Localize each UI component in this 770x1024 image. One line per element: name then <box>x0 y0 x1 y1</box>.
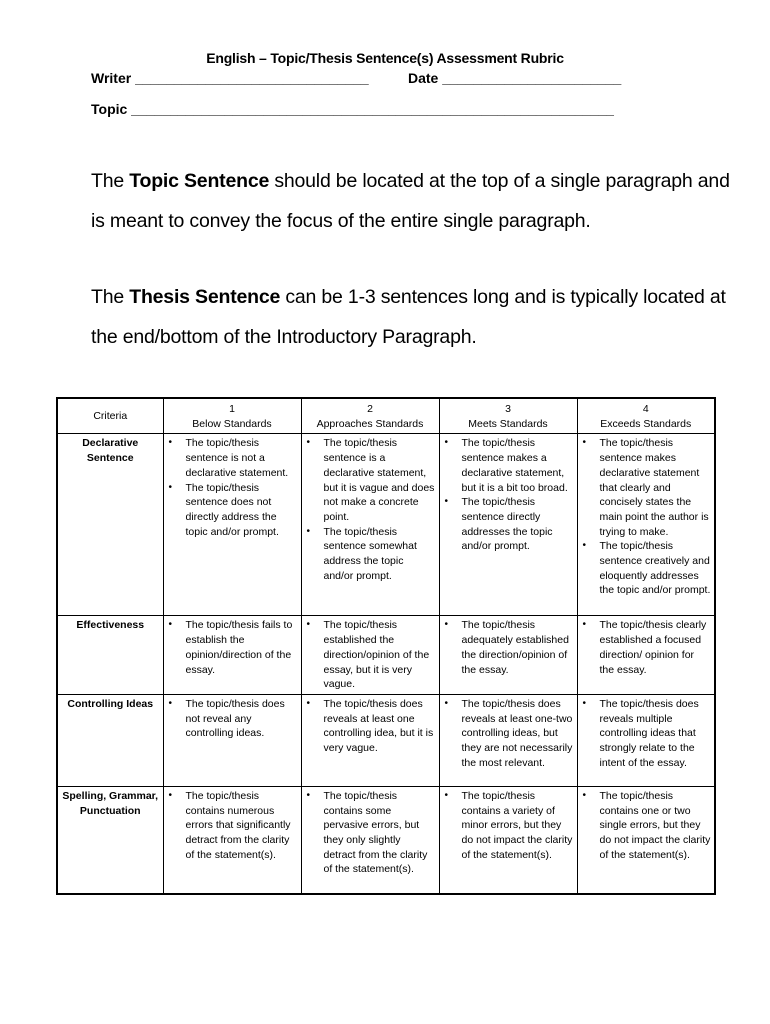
descriptor-item: • The topic/thesis does reveals at least one-two controlling ideas, but they are not necessarily the most relevant. <box>462 697 574 771</box>
descriptor-cell <box>439 434 577 616</box>
criteria-header: Criteria <box>57 398 163 434</box>
rubric-row-declarative <box>57 434 715 616</box>
descriptor-cell <box>301 786 439 894</box>
descriptor-item: • The topic/thesis does reveals at least one controlling idea, but it is very vague. <box>324 697 436 756</box>
date-field[interactable]: Date _______________________ <box>408 70 622 86</box>
descriptor-item: • The topic/thesis sentence is not a declarative statement. <box>186 436 298 480</box>
descriptor-cell <box>439 616 577 695</box>
descriptor-item: • The topic/thesis sentence somewhat address the topic and/or prompt. <box>324 525 436 584</box>
descriptor-item: • The topic/thesis does reveals multiple controlling ideas that strongly relate to the intent of the essay. <box>600 697 712 771</box>
descriptor-item: • The topic/thesis does not reveal any controlling ideas. <box>186 697 298 741</box>
assessment-rubric-table <box>56 397 716 895</box>
writer-field[interactable]: Writer ______________________________ <box>91 70 369 86</box>
criterion-cell: Controlling Ideas <box>57 694 163 786</box>
descriptor-item: • The topic/thesis sentence does not directly address the topic and/or prompt. <box>186 481 298 540</box>
descriptor-item: • The topic/thesis contains numerous errors that significantly detract from the clarity of the statement(s). <box>186 789 298 863</box>
descriptor-cell <box>301 616 439 695</box>
descriptor-item: • The topic/thesis adequately established the direction/opinion of the essay. <box>462 618 574 677</box>
descriptor-cell <box>439 694 577 786</box>
descriptor-cell <box>301 694 439 786</box>
descriptor-cell <box>301 434 439 616</box>
rubric-row-controlling-ideas <box>57 694 715 786</box>
descriptor-item: • The topic/thesis sentence makes declarative statement that clearly and concisely states the main point the author is trying to make. <box>600 436 712 539</box>
descriptor-item: • The topic/thesis sentence is a declarative statement, but it is vague and does not make a concrete point. <box>324 436 436 524</box>
topic-sentence-paragraph: The Topic Sentence should be located at the top of a single paragraph and is meant to convey the focus of the entire single paragraph. <box>91 170 730 232</box>
level-header-1: 1 Below Standards <box>163 398 301 434</box>
topic-sentence-term: Topic Sentence <box>129 170 270 192</box>
descriptor-item: • The topic/thesis contains some pervasive errors, but they only slightly detract from the clarity of the statement(s). <box>324 789 436 877</box>
descriptor-cell <box>577 786 715 894</box>
descriptor-item: • The topic/thesis fails to establish the opinion/direction of the essay. <box>186 618 298 677</box>
descriptor-item: • The topic/thesis sentence makes a declarative statement, but it is a bit too broad. <box>462 436 574 495</box>
descriptor-item: • The topic/thesis sentence creatively and eloquently addresses the topic and/or prompt. <box>600 539 712 598</box>
thesis-sentence-term: Thesis Sentence <box>129 286 281 308</box>
descriptor-cell <box>577 616 715 695</box>
criterion-cell: Spelling, Grammar, Punctuation <box>57 786 163 894</box>
rubric-title: English – Topic/Thesis Sentence(s) Assessment Rubric <box>206 50 564 66</box>
descriptor-cell <box>163 434 301 616</box>
descriptor-item: • The topic/thesis contains a variety of minor errors, but they do not impact the clarity of the statement(s). <box>462 789 574 863</box>
descriptor-cell <box>163 786 301 894</box>
descriptor-item: • The topic/thesis clearly established a focused direction/ opinion for the essay. <box>600 618 712 677</box>
descriptor-cell <box>577 434 715 616</box>
rubric-row-spelling-grammar <box>57 786 715 894</box>
criterion-cell: Effectiveness <box>57 616 163 695</box>
descriptor-cell <box>163 616 301 695</box>
level-header-3: 3 Meets Standards <box>439 398 577 434</box>
level-header-2: 2 Approaches Standards <box>301 398 439 434</box>
descriptor-cell <box>439 786 577 894</box>
thesis-sentence-paragraph: The Thesis Sentence can be 1-3 sentences long and is typically located at the end/bottom of the Introductory Paragraph. <box>91 286 726 348</box>
descriptor-item: • The topic/thesis established the direction/opinion of the essay, but it is very vague. <box>324 618 436 692</box>
descriptor-item: • The topic/thesis sentence directly addresses the topic and/or prompt. <box>462 495 574 554</box>
descriptor-item: • The topic/thesis contains one or two single errors, but they do not impact the clarity of the statement(s). <box>600 789 712 863</box>
topic-field[interactable]: Topic ______________________________________________________________ <box>91 101 614 117</box>
descriptor-cell <box>577 694 715 786</box>
level-header-4: 4 Exceeds Standards <box>577 398 715 434</box>
criterion-cell: Declarative Sentence <box>57 434 163 616</box>
rubric-row-effectiveness <box>57 616 715 695</box>
descriptor-cell <box>163 694 301 786</box>
rubric-header-row <box>57 398 715 434</box>
